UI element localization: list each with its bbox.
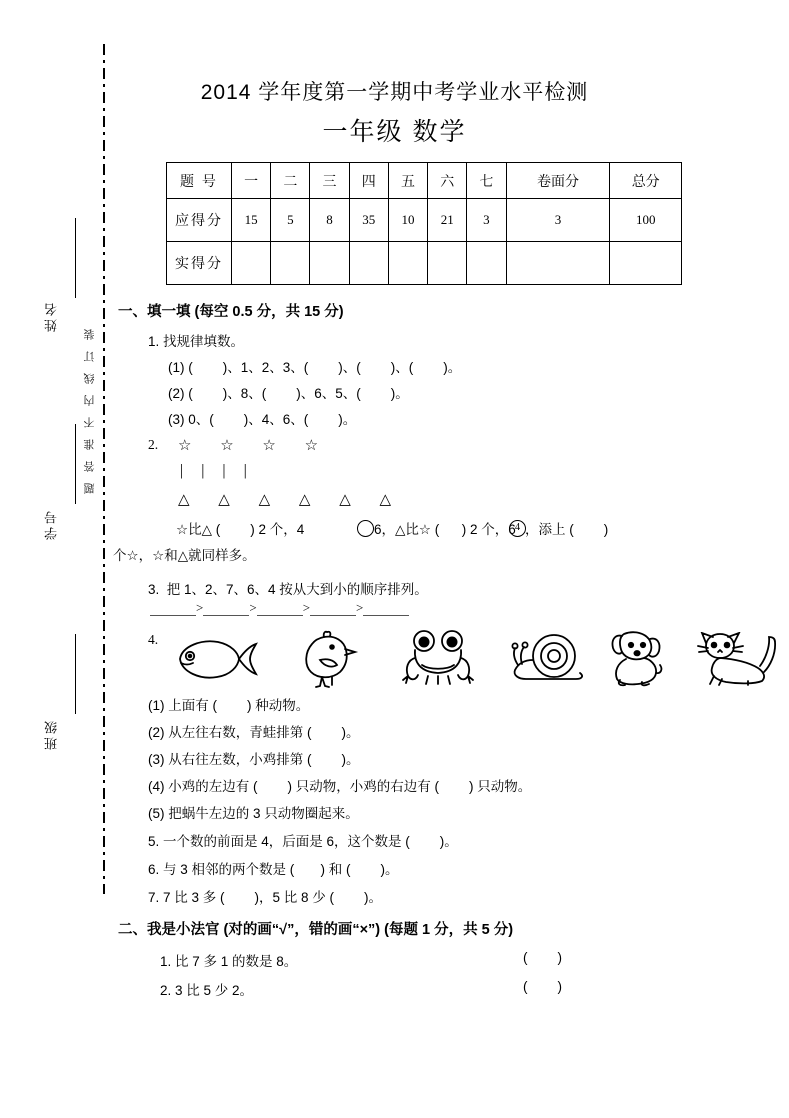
chick-icon <box>294 630 360 688</box>
section1-heading: 一、填一填 (每空 0.5 分，共 15 分) <box>118 304 344 320</box>
q3-sep-3: > <box>302 600 311 615</box>
margin-rule-student-number <box>75 424 76 504</box>
score-col-8: 总分 <box>610 163 682 199</box>
actual-score-7[interactable] <box>506 242 610 285</box>
expected-score-3: 35 <box>349 199 388 242</box>
score-row-label-2: 实得分 <box>167 242 232 285</box>
margin-field-class: 班级 <box>44 718 59 750</box>
margin-rule-name <box>75 218 76 298</box>
actual-score-8[interactable] <box>610 242 682 285</box>
score-col-6: 七 <box>467 163 506 199</box>
q4-item-3[interactable]: (3) 从右往左数，小鸡排第 ( )。 <box>148 752 360 767</box>
binding-notice-text: 题答准不内线订装 <box>84 318 96 494</box>
actual-score-6[interactable] <box>467 242 506 285</box>
animal-picture-row <box>172 628 712 690</box>
q2-bar-row: | | | | <box>180 462 254 479</box>
score-table <box>166 162 682 285</box>
q6-text[interactable]: 6. 与 3 相邻的两个数是 ( ) 和 ( )。 <box>148 862 399 877</box>
score-col-0: 一 <box>232 163 271 199</box>
snail-icon <box>494 634 598 686</box>
q3-title: 3. 把 1、2、7、6、4 按从大到小的顺序排列。 <box>148 582 428 597</box>
q3-blank-4[interactable] <box>310 602 356 616</box>
q2-text-b[interactable]: 6，△比☆ ( ) 2 个，6 <box>374 522 516 537</box>
section2-item-2-answer[interactable]: ( ) <box>523 979 562 994</box>
q4-number: 4. <box>148 632 159 647</box>
q3-ordering-blanks[interactable] <box>150 600 409 616</box>
section2-item-1-answer[interactable]: ( ) <box>523 950 562 965</box>
actual-score-3[interactable] <box>349 242 388 285</box>
actual-score-5[interactable] <box>428 242 467 285</box>
frog-icon <box>402 628 474 688</box>
expected-score-8: 100 <box>610 199 682 242</box>
score-row-label-0: 题 号 <box>167 163 232 199</box>
q4-item-2[interactable]: (2) 从左往右数，青蛙排第 ( )。 <box>148 725 360 740</box>
q2-number: 2. <box>148 437 159 452</box>
score-col-7: 卷面分 <box>506 163 610 199</box>
section2-item-2-text: 2. 3 比 5 少 2。 <box>160 983 254 998</box>
margin-rule-class <box>75 634 76 714</box>
expected-score-1: 5 <box>271 199 310 242</box>
expected-score-6: 3 <box>467 199 506 242</box>
actual-score-2[interactable] <box>310 242 349 285</box>
q1-item-1[interactable]: (1) ( )、1、2、3、( )、( )、( )。 <box>168 360 462 375</box>
score-col-4: 五 <box>388 163 427 199</box>
q2-star-row: ☆ ☆ ☆ ☆ <box>178 436 331 454</box>
q1-title: 1. 找规律填数。 <box>148 334 245 349</box>
comparison-circle-icon[interactable] <box>357 520 374 537</box>
q3-blank-3[interactable] <box>257 602 303 616</box>
fish-icon <box>172 636 258 682</box>
q3-blank-5[interactable] <box>363 602 409 616</box>
score-col-3: 四 <box>349 163 388 199</box>
q3-blank-1[interactable] <box>150 602 196 616</box>
margin-field-name: 姓名 <box>44 300 59 332</box>
page-subtitle: 一年级 数学 <box>322 118 467 146</box>
expected-score-7: 3 <box>506 199 610 242</box>
q2-text-d: 个☆，☆和△就同样多。 <box>113 548 256 563</box>
binding-dashed-line <box>103 44 105 894</box>
q2-text-c[interactable]: ，添上 ( ) <box>525 522 609 537</box>
margin-field-student-number: 学号 <box>44 508 59 540</box>
q2-text-a[interactable]: ☆比△ ( ) 2 个，4 <box>176 522 305 537</box>
section2-heading: 二、我是小法官 (对的画“√”，错的画“×”) (每题 1 分，共 5 分) <box>118 922 514 938</box>
q1-item-3[interactable]: (3) 0、( )、4、6、( )。 <box>168 412 357 427</box>
actual-score-0[interactable] <box>232 242 271 285</box>
q7-text[interactable]: 7. 7 比 3 多 ( )，5 比 8 少 ( )。 <box>148 890 383 905</box>
section2-item-1-text: 1. 比 7 多 1 的数是 8。 <box>160 954 298 969</box>
actual-score-1[interactable] <box>271 242 310 285</box>
score-col-5: 六 <box>428 163 467 199</box>
score-col-1: 二 <box>271 163 310 199</box>
q2-triangle-row: △ △ △ △ △ △ <box>178 490 404 508</box>
q3-sep-1: > <box>196 600 204 615</box>
score-row-label-1: 应得分 <box>167 199 232 242</box>
score-col-2: 三 <box>310 163 349 199</box>
q3-blank-2[interactable] <box>203 602 249 616</box>
expected-score-4: 10 <box>388 199 427 242</box>
dog-icon <box>600 628 670 688</box>
q1-item-2[interactable]: (2) ( )、8、( )、6、5、( )。 <box>168 386 409 401</box>
cat-icon <box>690 632 780 686</box>
q3-sep-4: > <box>356 600 364 615</box>
q4-item-5: (5) 把蜗牛左边的 3 只动物圈起来。 <box>148 806 359 821</box>
expected-score-5: 21 <box>428 199 467 242</box>
q4-item-4[interactable]: (4) 小鸡的左边有 ( ) 只动物，小鸡的右边有 ( ) 只动物。 <box>148 779 532 794</box>
circled-number-four: 4 <box>509 520 526 537</box>
q5-text[interactable]: 5. 一个数的前面是 4，后面是 6，这个数是 ( )。 <box>148 834 458 849</box>
expected-score-0: 15 <box>232 199 271 242</box>
expected-score-2: 8 <box>310 199 349 242</box>
page-title: 2014 学年度第一学期中考学业水平检测 <box>200 81 589 104</box>
q3-sep-2: > <box>249 600 257 615</box>
actual-score-4[interactable] <box>388 242 427 285</box>
q4-item-1[interactable]: (1) 上面有 ( ) 种动物。 <box>148 698 310 713</box>
